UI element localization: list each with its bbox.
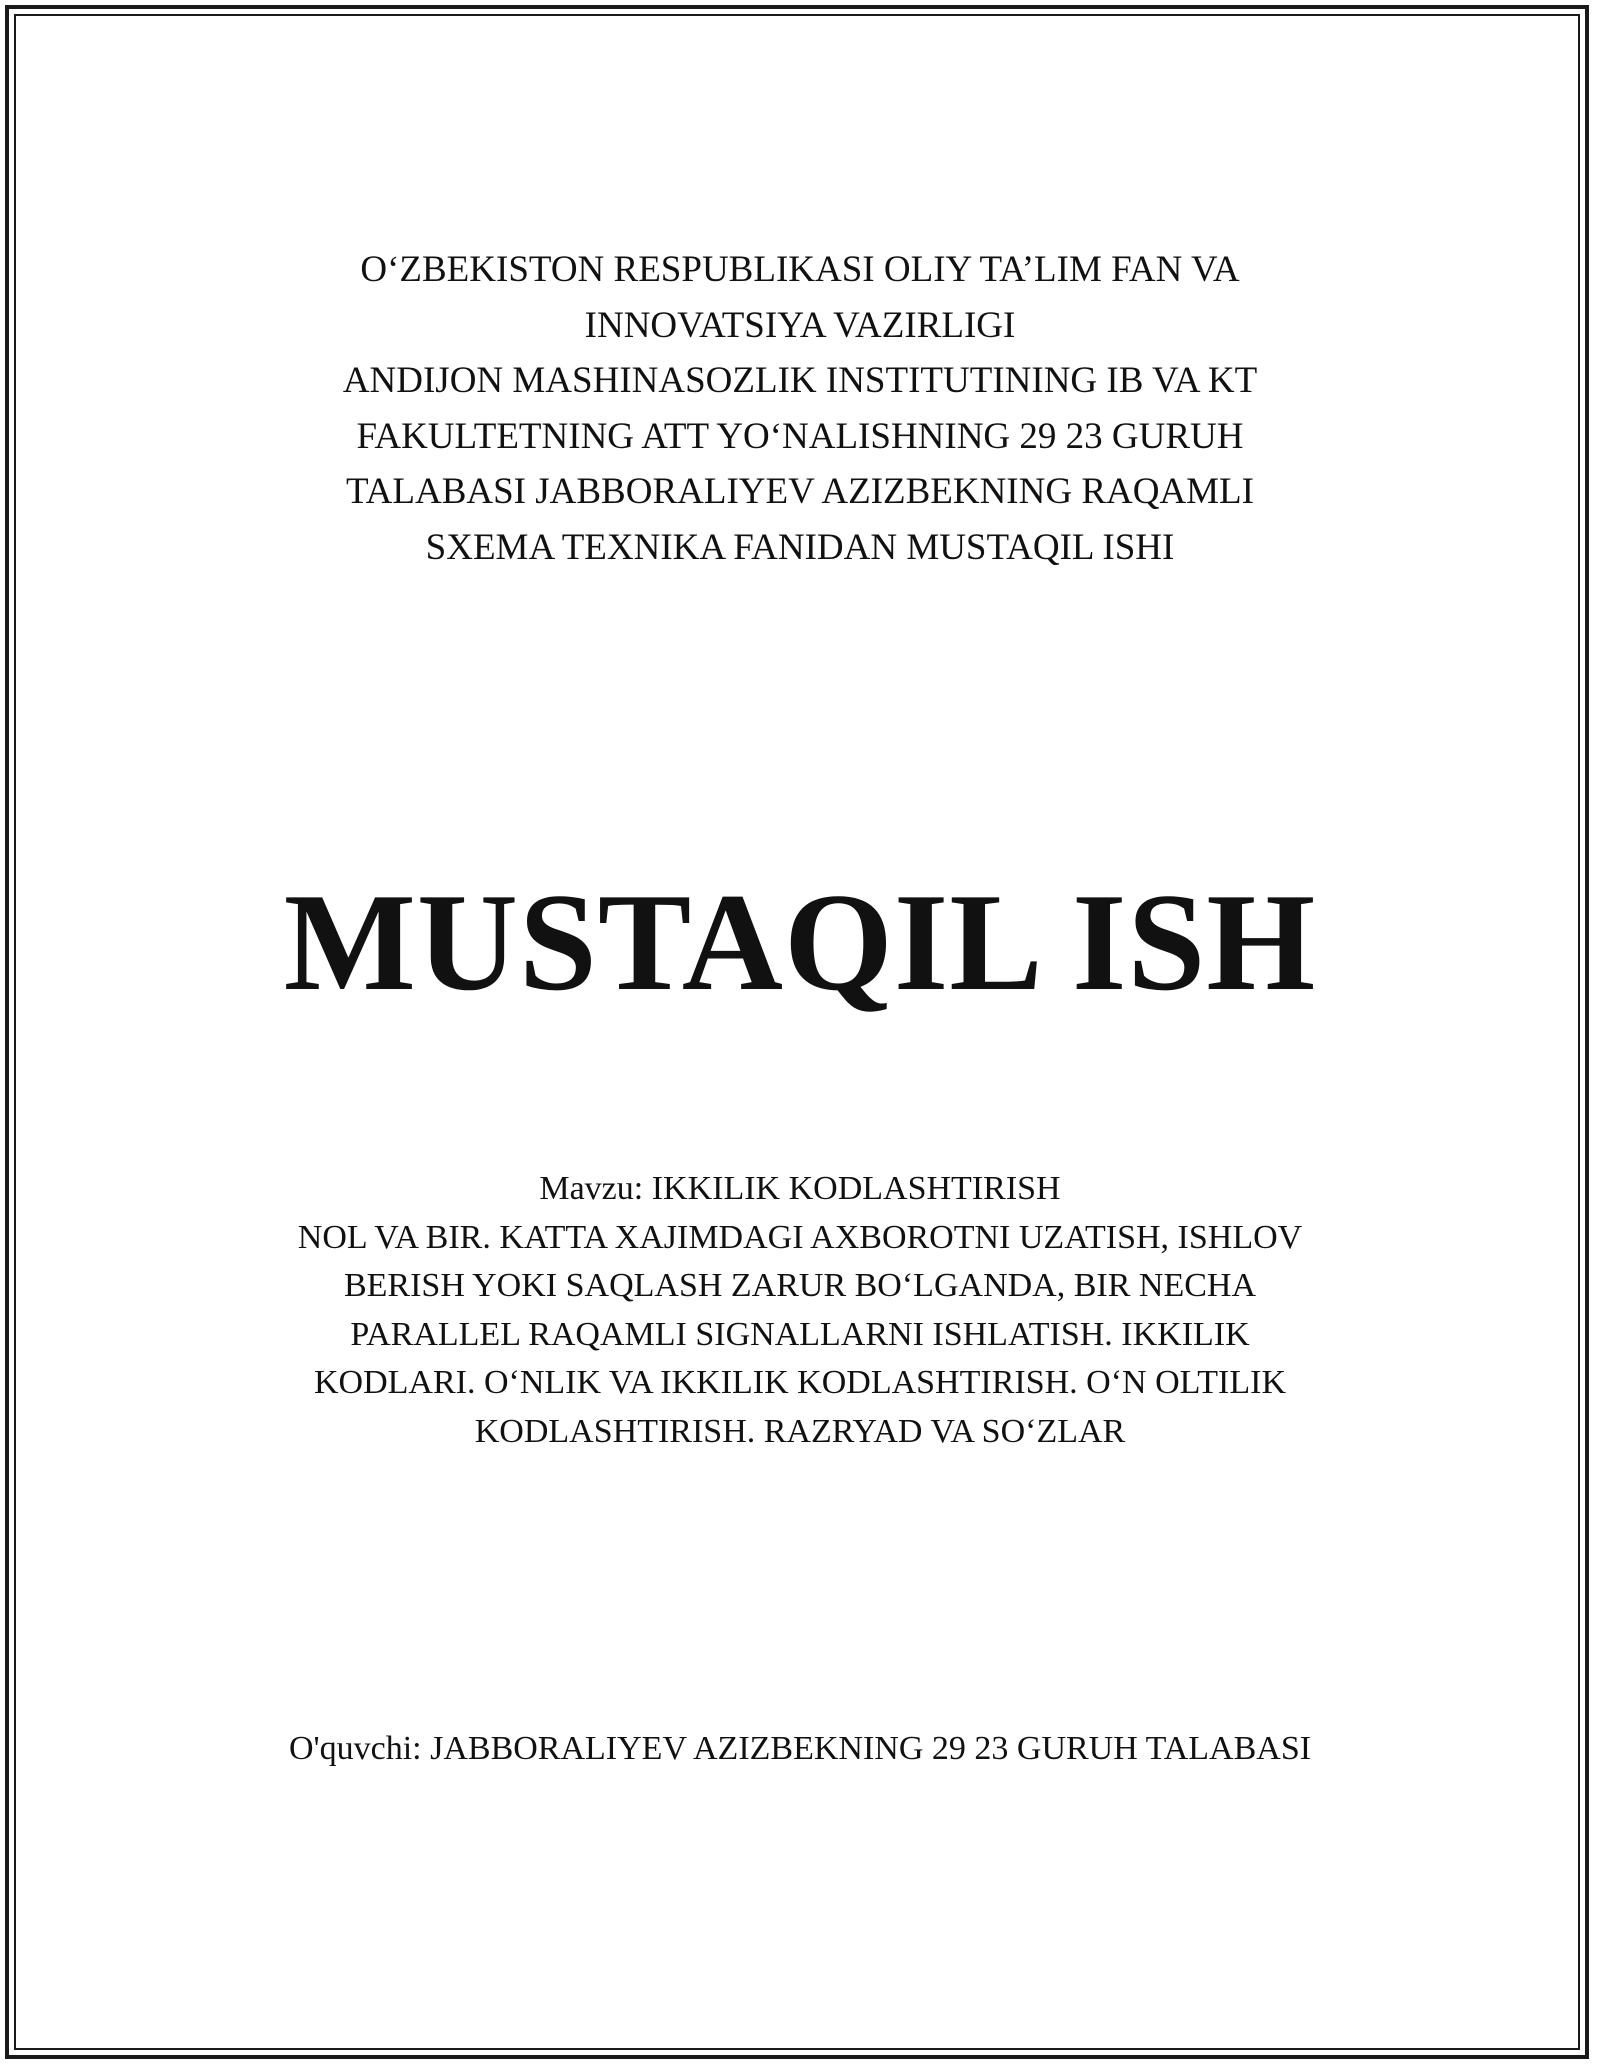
header-line: ANDIJON MASHINASOZLIK INSTITUTINING IB VA KT xyxy=(342,360,1258,401)
topic-section xyxy=(0,1165,1600,1456)
student-line: O'quvchi: JABBORALIYEV AZIZBEKNING 29 23 GURUH TALABASI xyxy=(288,1730,1312,1767)
header-line: SXEMA TEXNIKA FANIDAN MUSTAQIL ISHI xyxy=(425,526,1175,568)
topic-line: BERISH YOKI SAQLASH ZARUR BO‘LGANDA, BIR NECHA xyxy=(343,1267,1257,1304)
header-line: FAKULTETNING ATT YO‘NALISHNING 29 23 GURUH xyxy=(356,415,1244,457)
header-line: TALABASI JABBORALIYEV AZIZBEKNING RAQAMLI xyxy=(346,471,1254,512)
topic-line: KODLASHTIRISH. RAZRYAD VA SO‘ZLAR xyxy=(474,1412,1126,1450)
topic-line: NOL VA BIR. KATTA XAJIMDAGI AXBOROTNI UZATISH, ISHLOV xyxy=(297,1218,1303,1256)
header-line: INNOVATSIYA VAZIRLIGI xyxy=(584,304,1016,346)
topic-line: Mavzu: IKKILIK KODLASHTIRISH xyxy=(539,1170,1061,1207)
institution-header xyxy=(0,242,1600,575)
topic-line: PARALLEL RAQAMLI SIGNALLARNI ISHLATISH. IKKILIK xyxy=(350,1315,1250,1353)
topic-line: KODLARI. O‘NLIK VA IKKILIK KODLASHTIRISH. O‘N OLTILIK xyxy=(313,1364,1287,1401)
document-title: MUSTAQIL ISH xyxy=(283,865,1317,1020)
header-line: O‘ZBEKISTON RESPUBLIKASI OLIY TA’LIM FAN VA xyxy=(360,249,1240,290)
